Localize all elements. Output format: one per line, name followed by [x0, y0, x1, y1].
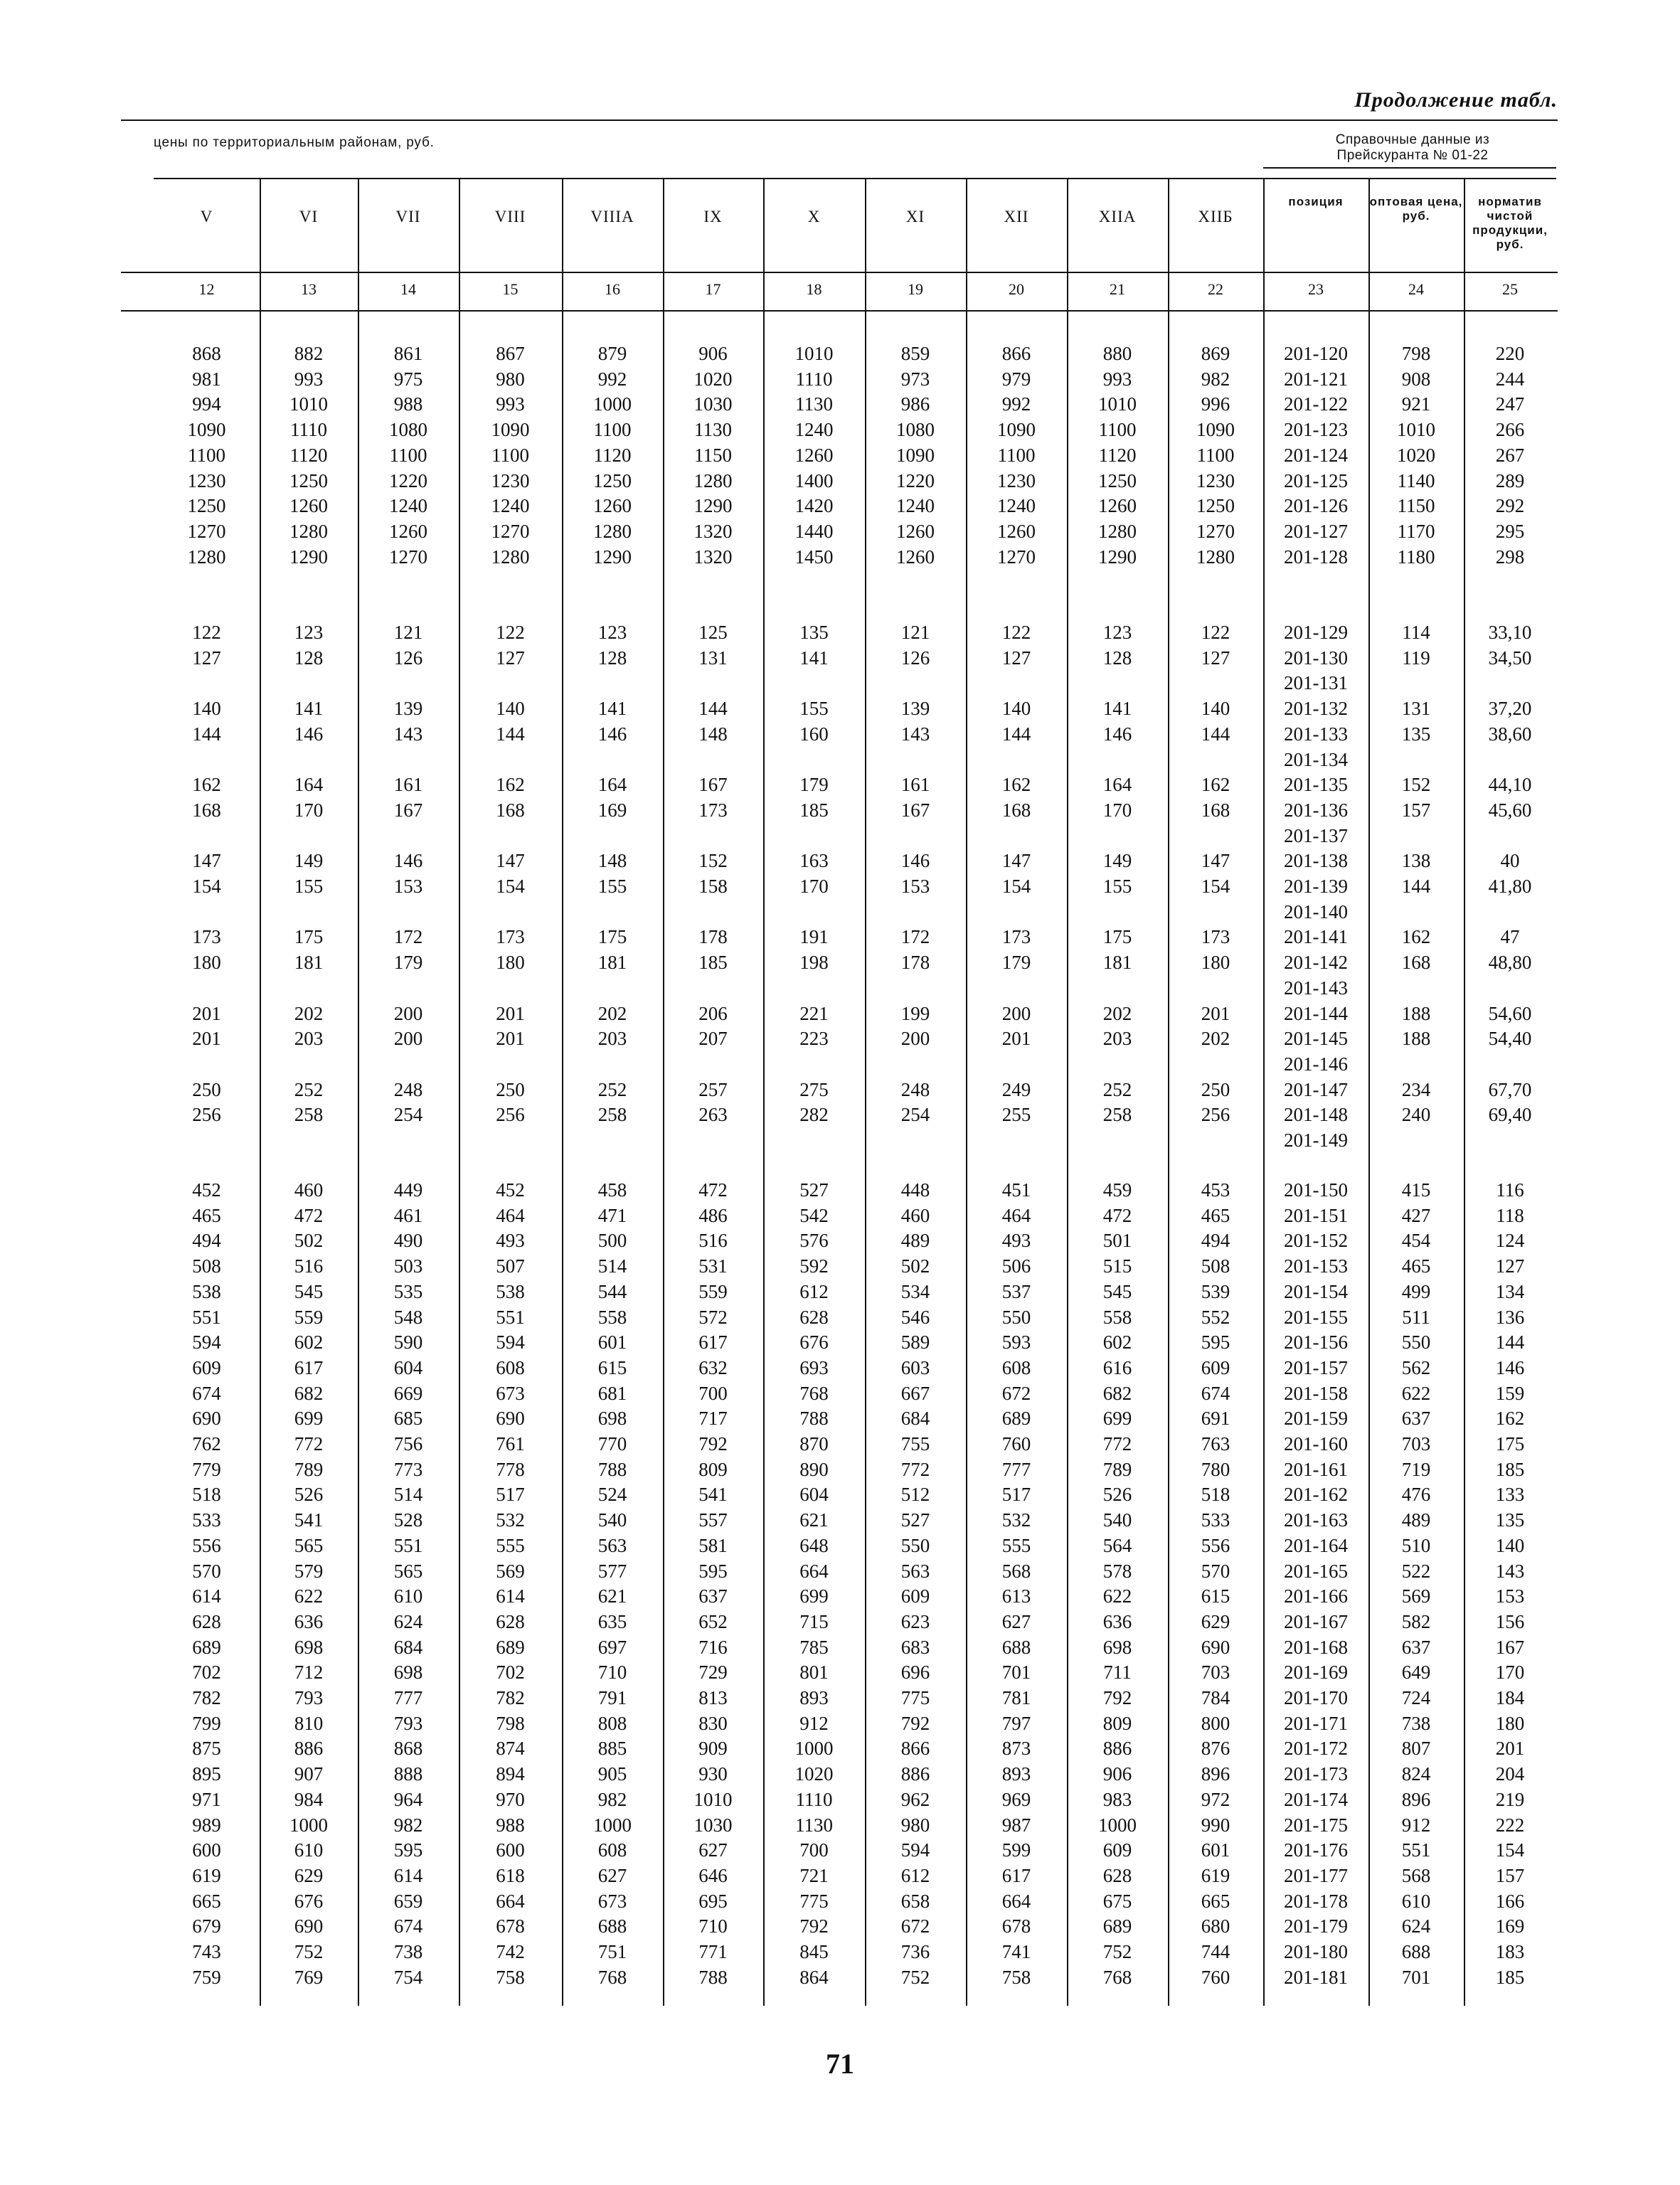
column-number: 17: [705, 280, 721, 298]
header-right-line1: Справочные данные из: [1335, 132, 1490, 147]
page-number: 71: [826, 2048, 854, 2080]
column-number: 18: [806, 280, 822, 298]
table-cell-block: 123 128 141 146 164 170 149 155 175 181 202 203 252 258: [294, 622, 324, 1126]
table-cell-block: 220 244 247 266 267 289 292 295 298: [1495, 343, 1525, 568]
table-cell-block: 125 131 144 148 167 173 152 158 178 185 206 207 257 263: [698, 622, 728, 1126]
table-cell-block: 449 461 490 503 535 548 590 604 669 685 756 773 514 528 551 565 610 624 684 698 777 793 868 888 964 982 595 614 659 674 738 754: [393, 1179, 423, 1988]
table-cell-block: 1010 1110 1130 1240 1260 1400 1420 1440 1450: [794, 343, 834, 568]
column-number: 22: [1208, 280, 1223, 298]
table-cell-block: 453 465 494 508 539 552 595 609 674 691 763 780 518 533 556 570 615 629 690 703 784 800 876 896 972 990 601 619 665 680 744 760: [1201, 1179, 1230, 1988]
column-number: 12: [198, 280, 215, 298]
table-cell-block: 121 126 139 143 161 167 146 153 172 178 199 200 248 254: [900, 622, 930, 1126]
header-right-caption: [1306, 132, 1519, 164]
table-cell-block: 201-129 201-130 201-131 201-132 201-133 201-134 201-135 201-136 201-137 201-138 201-139 201-140 201-141 201-142 201-143 201-144 201-145 201-146 201-147 201-148 201-149: [1284, 622, 1348, 1152]
table-cell-block: 459 472 501 515 545 558 602 616 682 699 772 789 526 540 564 578 622 636 698 711 792 809 886 906 983 1000 609 628 675 689 752 768: [1098, 1179, 1137, 1988]
column-header: V: [200, 208, 213, 225]
table-cell-block: 122 127 140 144 162 168 147 154 173 180 201 201 250 256: [496, 622, 525, 1126]
table-cell-block: 122 127 140 144 162 168 147 154 173 180 201 201 250 256: [192, 622, 221, 1126]
table-cell-block: 867 980 993 1090 1100 1230 1240 1270 1280: [491, 343, 530, 568]
column-number: 16: [605, 280, 620, 298]
table-cell-block: 472 486 516 531 559 572 617 632 700 717 792 809 541 557 581 595 637 652 716 729 813 830 909 930 1010 1030 627 646 695 710 771 788: [693, 1179, 733, 1988]
column-number: 24: [1408, 280, 1424, 298]
table-cell-block: 123 128 141 146 164 169 148 155 175 181 202 203 252 258: [597, 622, 627, 1126]
table-cell-block: 861 975 988 1080 1100 1220 1240 1260 1270: [389, 343, 427, 568]
column-header: IX: [703, 208, 723, 225]
table-cell-block: 201-120 201-121 201-122 201-123 201-124 201-125 201-126 201-127 201-128: [1284, 343, 1348, 568]
continuation-caption: Продолжение табл.: [1354, 88, 1558, 112]
top-rule: [121, 119, 1558, 121]
table-cell-block: 122 127 140 144 162 168 147 154 173 179 200 201 249 255: [1001, 622, 1031, 1126]
table-cell-block: 122 127 140 144 162 168 147 154 173 180 201 202 250 256: [1201, 622, 1230, 1126]
column-header: VI: [299, 208, 319, 225]
table-cell-block: 880 993 1010 1100 1120 1250 1260 1280 1290: [1098, 343, 1137, 568]
table-cell-block: 201-150 201-151 201-152 201-153 201-154 201-155 201-156 201-157 201-158 201-159 201-160 201-161 201-162 201-163 201-164 201-165 201-166 201-167 201-168 201-169 201-170 201-171 201-172 201-173 201-174 201-175 201-176 201-177 201-178 201-179 201-180 201-181: [1284, 1179, 1348, 1988]
column-header: VIIIA: [590, 208, 634, 225]
header-right-line2: Прейскуранта № 01-22: [1336, 148, 1489, 163]
table-cell-block: 866 979 992 1090 1100 1230 1240 1260 1270: [997, 343, 1036, 568]
table-cell-block: 452 464 493 507 538 551 594 608 673 690 761 778 517 532 555 569 614 628 689 702 782 798 874 894 970 988 600 618 664 678 742 758: [496, 1179, 525, 1988]
column-header: оптовая цена, руб.: [1369, 195, 1463, 223]
column-number: 15: [502, 280, 519, 298]
table-cell-block: 452 465 494 508 538 551 594 609 674 690 762 779 518 533 556 570 614 628 689 702 782 799 875 895 971 989 600 619 665 679 743 759: [192, 1179, 221, 1988]
column-header: норматив чистой продукции, руб.: [1472, 195, 1548, 251]
table-cell-block: 114 119 131 135 152 157 138 144 162 168 188 188 234 240: [1401, 622, 1431, 1126]
column-number: 23: [1308, 280, 1324, 298]
column-header: позиция: [1288, 195, 1344, 208]
table-cell-block: 458 471 500 514 544 558 601 615 681 698 770 788 524 540 563 577 621 635 697 710 791 808 885 905 982 1000 608 627 673 688 751 768: [593, 1179, 632, 1988]
column-number: 13: [301, 280, 317, 298]
column-number: 20: [1009, 280, 1024, 298]
table-cell-block: 448 460 489 502 534 546 589 603 667 684 755 772 512 527 550 563 609 623 683 696 775 792 866 886 962 980 594 612 658 672 736 752: [900, 1179, 930, 1988]
column-header: XII: [1004, 208, 1029, 225]
column-header: VII: [395, 208, 421, 225]
table-cell-block: 882 993 1010 1110 1120 1250 1260 1280 1290: [289, 343, 328, 568]
column-header: VIII: [494, 208, 526, 225]
table-cell-block: 33,10 34,50 37,20 38,60 44,10 45,60 40 41,80 47 48,80 54,60 54,40 67,70 69,40: [1488, 622, 1532, 1126]
table-cell-block: 879 992 1000 1100 1120 1250 1260 1280 1290: [593, 343, 632, 568]
column-number: 19: [908, 280, 923, 298]
column-number: 21: [1110, 280, 1125, 298]
table-cell-block: 123 128 141 146 164 170 149 155 175 181 202 203 252 258: [1102, 622, 1132, 1126]
header-rule-lower: [121, 272, 1558, 273]
table-cell-block: 460 472 502 516 545 559 602 617 682 699 772 789 526 541 565 579 622 636 698 712 793 810 886 907 984 1000 610 629 676 690 752 769: [289, 1179, 328, 1988]
table-cell-block: 869 982 996 1090 1100 1230 1250 1270 1280: [1196, 343, 1235, 568]
table-cell-block: 415 427 454 465 499 511 550 562 622 637 703 719 476 489 510 522 569 582 637 649 724 738 807 824 896 912 551 568 610 624 688 701: [1401, 1179, 1431, 1988]
table-cell-block: 116 118 124 127 134 136 144 146 159 162 175 185 133 135 140 143 153 156 167 170 184 180 201 204 219 222 154 157 166 169 183 185: [1495, 1179, 1525, 1988]
table-cell-block: 135 141 155 160 179 185 163 170 191 198 221 223 275 282: [799, 622, 829, 1126]
column-header: XIIБ: [1198, 208, 1233, 225]
header-rule-upper: [154, 178, 1556, 179]
column-number: 25: [1502, 280, 1518, 298]
header-left-caption: цены по территориальным районам, руб.: [154, 135, 435, 150]
table-cell-block: 527 542 576 592 612 628 676 693 768 788 870 890 604 621 648 664 699 715 785 801 893 912 1000 1020 1110 1130 700 721 775 792 845 864: [794, 1179, 834, 1988]
table-cell-block: 121 126 139 143 161 167 146 153 172 179 200 200 248 254: [393, 622, 423, 1126]
column-header: XI: [905, 208, 925, 225]
column-header: XIIA: [1098, 208, 1137, 225]
column-number: 14: [400, 280, 416, 298]
table-cell-block: 798 908 921 1010 1020 1140 1150 1170 1180: [1397, 343, 1435, 568]
reference-rule: [1263, 167, 1556, 169]
table-cell-block: 868 981 994 1090 1100 1230 1250 1270 1280: [187, 343, 226, 568]
table-cell-block: 451 464 493 506 537 550 593 608 672 689 760 777 517 532 555 568 613 627 688 701 781 797 873 893 969 987 599 617 664 678 741 758: [1001, 1179, 1031, 1988]
table-cell-block: 859 973 986 1080 1090 1220 1240 1260 1260: [896, 343, 935, 568]
column-header: X: [807, 208, 821, 225]
number-row-rule: [121, 310, 1558, 312]
table-cell-block: 906 1020 1030 1130 1150 1280 1290 1320 1320: [693, 343, 733, 568]
